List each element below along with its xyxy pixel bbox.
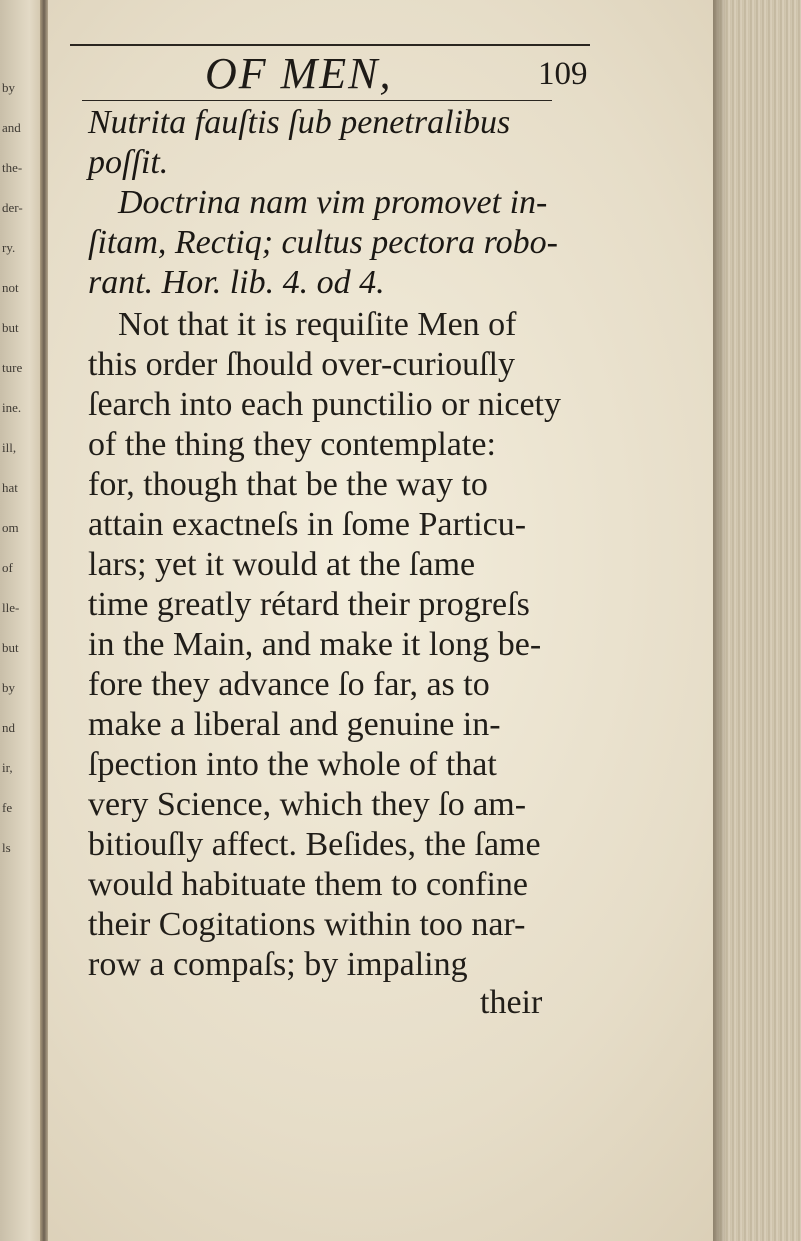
previous-page-fragment: not xyxy=(2,280,19,295)
body-line: fore they advance ſo far, as to xyxy=(88,666,490,703)
previous-page-fragment: ine. xyxy=(2,400,22,415)
body-line: Not that it is requiſite Men of xyxy=(118,306,517,343)
previous-page-fragment: ls xyxy=(2,840,11,855)
previous-page-edge xyxy=(0,0,42,1241)
body-line: ſearch into each punctilio or nicety xyxy=(88,386,561,423)
quote-line: ſitam, Rectiq; cultus pectora robo- xyxy=(88,224,558,261)
quote-line: Nutrita fauſtis ſub penetralibus xyxy=(88,104,511,141)
body-line: time greatly rétard their progreſs xyxy=(88,586,530,623)
previous-page-fragment: ture xyxy=(2,360,23,375)
previous-page-fragment: fe xyxy=(2,800,13,815)
previous-page-fragment: of xyxy=(2,560,13,575)
running-head: OF MEN, xyxy=(205,49,393,98)
previous-page-fragment: der- xyxy=(2,200,23,215)
page-fore-edge xyxy=(713,0,801,1241)
body-line: lars; yet it would at the ſame xyxy=(88,546,476,583)
catchword: their xyxy=(480,984,543,1021)
page-number: 109 xyxy=(538,56,588,92)
previous-page-fragment: nd xyxy=(2,720,15,735)
previous-page-fragment: but xyxy=(2,320,19,335)
body-line: their Cogitations within too nar- xyxy=(88,906,526,943)
quote-line: poſſit. xyxy=(88,144,169,181)
body-line: row a compaſs; by impaling xyxy=(88,946,468,983)
header-rule-bottom xyxy=(82,100,552,101)
previous-page-fragment: ir, xyxy=(2,760,13,775)
book-gutter xyxy=(40,0,48,1241)
body-line: make a liberal and genuine in- xyxy=(88,706,501,743)
body-line: of the thing they contemplate: xyxy=(88,426,496,463)
body-line: this order ſhould over-curiouſly xyxy=(88,346,516,383)
body-line: in the Main, and make it long be- xyxy=(88,626,542,663)
header-rule-top xyxy=(70,44,590,46)
previous-page-fragment: but xyxy=(2,640,19,655)
previous-page-fragment: ill, xyxy=(2,440,17,455)
body-line: bitiouſly affect. Beſides, the ſame xyxy=(88,826,541,863)
previous-page-fragment: by xyxy=(2,680,15,695)
body-line: for, though that be the way to xyxy=(88,466,488,503)
page-header xyxy=(0,48,801,100)
previous-page-fragment: the- xyxy=(2,160,23,175)
body-line: would habituate them to confine xyxy=(88,866,528,903)
previous-page-fragment: om xyxy=(2,520,19,535)
previous-page-fragment: hat xyxy=(2,480,18,495)
previous-page-fragment: ry. xyxy=(2,240,16,255)
previous-page-fragment: and xyxy=(2,120,21,135)
body-line: attain exactneſs in ſome Particu- xyxy=(88,506,527,543)
quote-line: Doctrina nam vim promovet in- xyxy=(118,184,548,221)
body-line: ſpection into the whole of that xyxy=(88,746,497,783)
quote-line: rant. Hor. lib. 4. od 4. xyxy=(88,264,385,301)
previous-page-fragment: by xyxy=(2,80,15,95)
previous-page-fragment: lle- xyxy=(2,600,20,615)
body-line: very Science, which they ſo am- xyxy=(88,786,527,823)
